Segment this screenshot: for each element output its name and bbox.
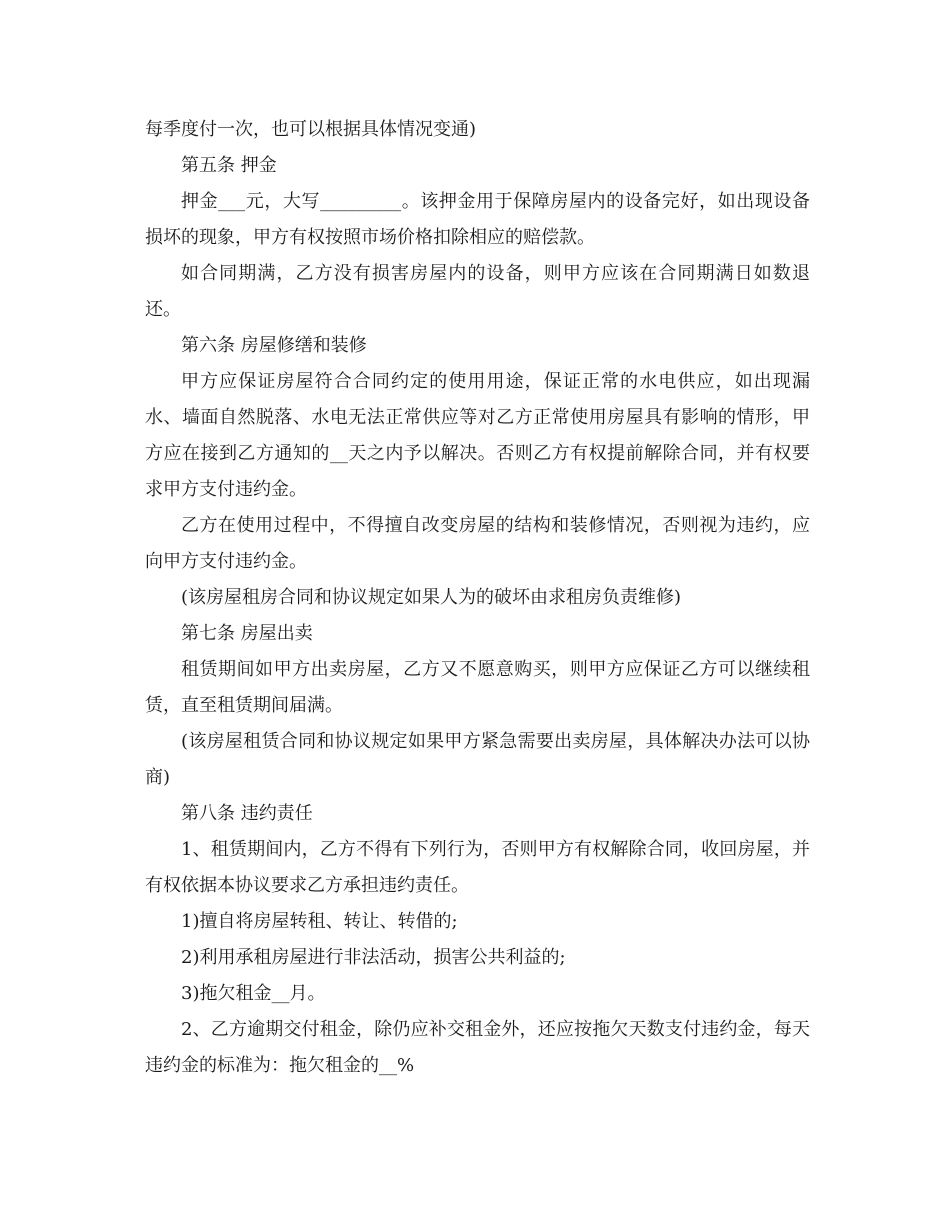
document-body <box>145 112 810 1084</box>
heading-article-5: 第五条 押金 <box>181 155 277 176</box>
list-item-illegal-use: 2)利用承租房屋进行非法活动，损害公共利益的; <box>181 947 566 968</box>
paragraph-deposit-refund: 如合同期满，乙方没有损害房屋内的设备，则甲方应该在合同期满日如数退还。 <box>145 263 810 320</box>
paragraph-damage-note: (该房屋租房合同和协议规定如果人为的破坏由求租房负责维修) <box>181 587 682 608</box>
paragraph-breach-1: 1、租赁期间内，乙方不得有下列行为，否则甲方有权解除合同，收回房屋，并有权依据本协议要求乙方承担违约责任。 <box>145 839 810 896</box>
paragraph-landlord-repair: 甲方应保证房屋符合合同约定的使用用途，保证正常的水电供应，如出现漏水、墙面自然脱落、水电无法正常供应等对乙方正常使用房屋具有影响的情形，甲方应在接到乙方通知的__天之内予以解决。否则乙方有权提前解除合同，并有权要求甲方支付违约金。 <box>145 371 810 500</box>
heading-article-8: 第八条 违约责任 <box>181 803 313 824</box>
paragraph-sale-note: (该房屋租赁合同和协议规定如果甲方紧急需要出卖房屋，具体解决办法可以协商) <box>145 731 810 788</box>
paragraph-payment-note: 每季度付一次，也可以根据具体情况变通) <box>145 119 477 140</box>
paragraph-tenant-alteration: 乙方在使用过程中，不得擅自改变房屋的结构和装修情况，否则视为违约，应向甲方支付违约金。 <box>145 515 810 572</box>
list-item-sublet: 1)擅自将房屋转租、转让、转借的; <box>181 911 458 932</box>
list-item-rent-arrears: 3)拖欠租金__月。 <box>181 983 326 1004</box>
paragraph-breach-2: 2、乙方逾期交付租金，除仍应补交租金外，还应按拖欠天数支付违约金，每天违约金的标准为：拖欠租金的__% <box>145 1019 810 1076</box>
paragraph-deposit: 押金___元，大写_________。该押金用于保障房屋内的设备完好，如出现设备损坏的现象，甲方有权按照市场价格扣除相应的赔偿款。 <box>145 191 810 248</box>
heading-article-6: 第六条 房屋修缮和装修 <box>181 335 367 356</box>
heading-article-7: 第七条 房屋出卖 <box>181 623 313 644</box>
paragraph-house-sale: 租赁期间如甲方出卖房屋，乙方又不愿意购买，则甲方应保证乙方可以继续租赁，直至租赁期间届满。 <box>145 659 810 716</box>
